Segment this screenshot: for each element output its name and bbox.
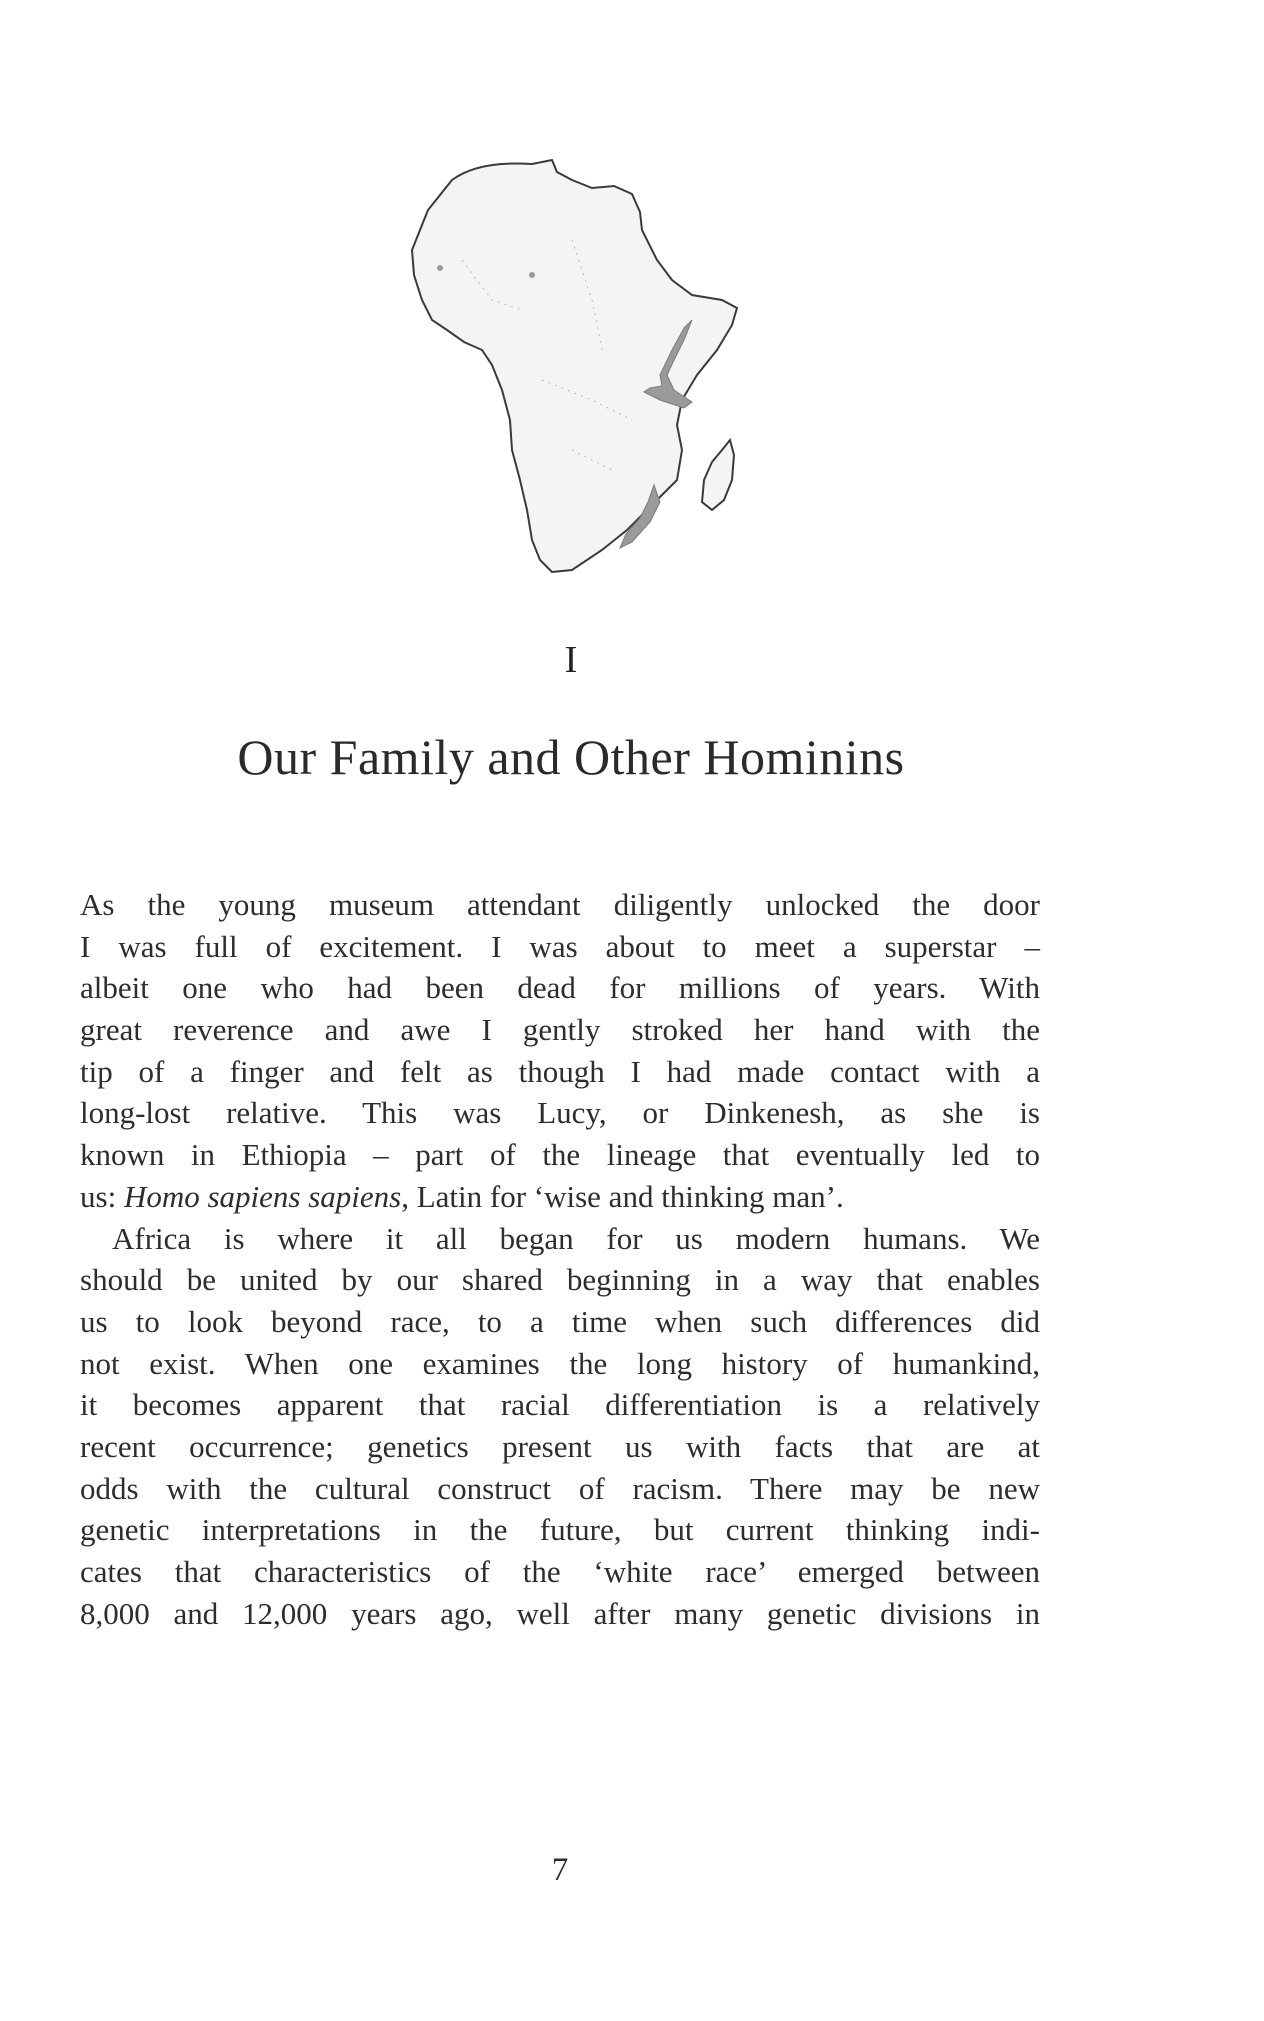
site-marker-west xyxy=(437,265,443,271)
text-line: albeit one who had been dead for millions of years. With xyxy=(80,970,1040,1006)
text-line: tip of a finger and felt as though I had made contact with a xyxy=(80,1053,1040,1089)
text-line: odds with the cultural construct of racism. There may be new xyxy=(80,1470,1040,1506)
text-line: great reverence and awe I gently stroked her hand with the xyxy=(80,1012,1040,1048)
text-line: recent occurrence; genetics present us with facts that are at xyxy=(80,1428,1040,1464)
text-run: us: xyxy=(80,1178,124,1214)
text-line: Africa is where it all began for us modern humans. We xyxy=(112,1220,1040,1256)
body-text xyxy=(80,884,1040,1634)
page-number: 7 xyxy=(551,1852,569,1888)
text-line: not exist. When one examines the long history of humankind, xyxy=(80,1345,1040,1381)
text-line: cates that characteristics of the ‘white race’ emerged between xyxy=(80,1554,1040,1589)
africa-map-icon xyxy=(392,150,764,590)
paragraph-1 xyxy=(80,884,1040,1218)
species-name: Homo sapiens sapiens xyxy=(123,1178,402,1214)
text-line: known in Ethiopia – part of the lineage that eventually led to xyxy=(80,1137,1040,1173)
text-line: should be united by our shared beginning in a way that enables xyxy=(80,1262,1040,1298)
text-line: 8,000 and 12,000 years ago, well after many genetic divisions in xyxy=(80,1595,1040,1631)
paragraph-2 xyxy=(80,1218,1040,1635)
text-line-last xyxy=(80,1176,1040,1218)
text-line: I was full of excitement. I was about to meet a superstar – xyxy=(80,928,1040,964)
site-marker-central xyxy=(529,272,535,278)
text-line: long-lost relative. This was Lucy, or Dinkenesh, as she is xyxy=(80,1095,1040,1131)
chapter-title: Our Family and Other Hominins xyxy=(237,729,905,785)
text-line: genetic interpretations in the future, but current thinking indi- xyxy=(80,1512,1040,1548)
africa-outline xyxy=(412,160,737,572)
madagascar-outline xyxy=(702,440,734,510)
text-line: it becomes apparent that racial differentiation is a relatively xyxy=(80,1387,1040,1423)
text-run: , Latin for ‘wise and thinking man’. xyxy=(401,1178,844,1214)
text-line: us to look beyond race, to a time when such differences did xyxy=(80,1303,1040,1339)
chapter-number: I xyxy=(564,639,578,681)
text-line: As the young museum attendant diligently unlocked the door xyxy=(80,887,1040,922)
